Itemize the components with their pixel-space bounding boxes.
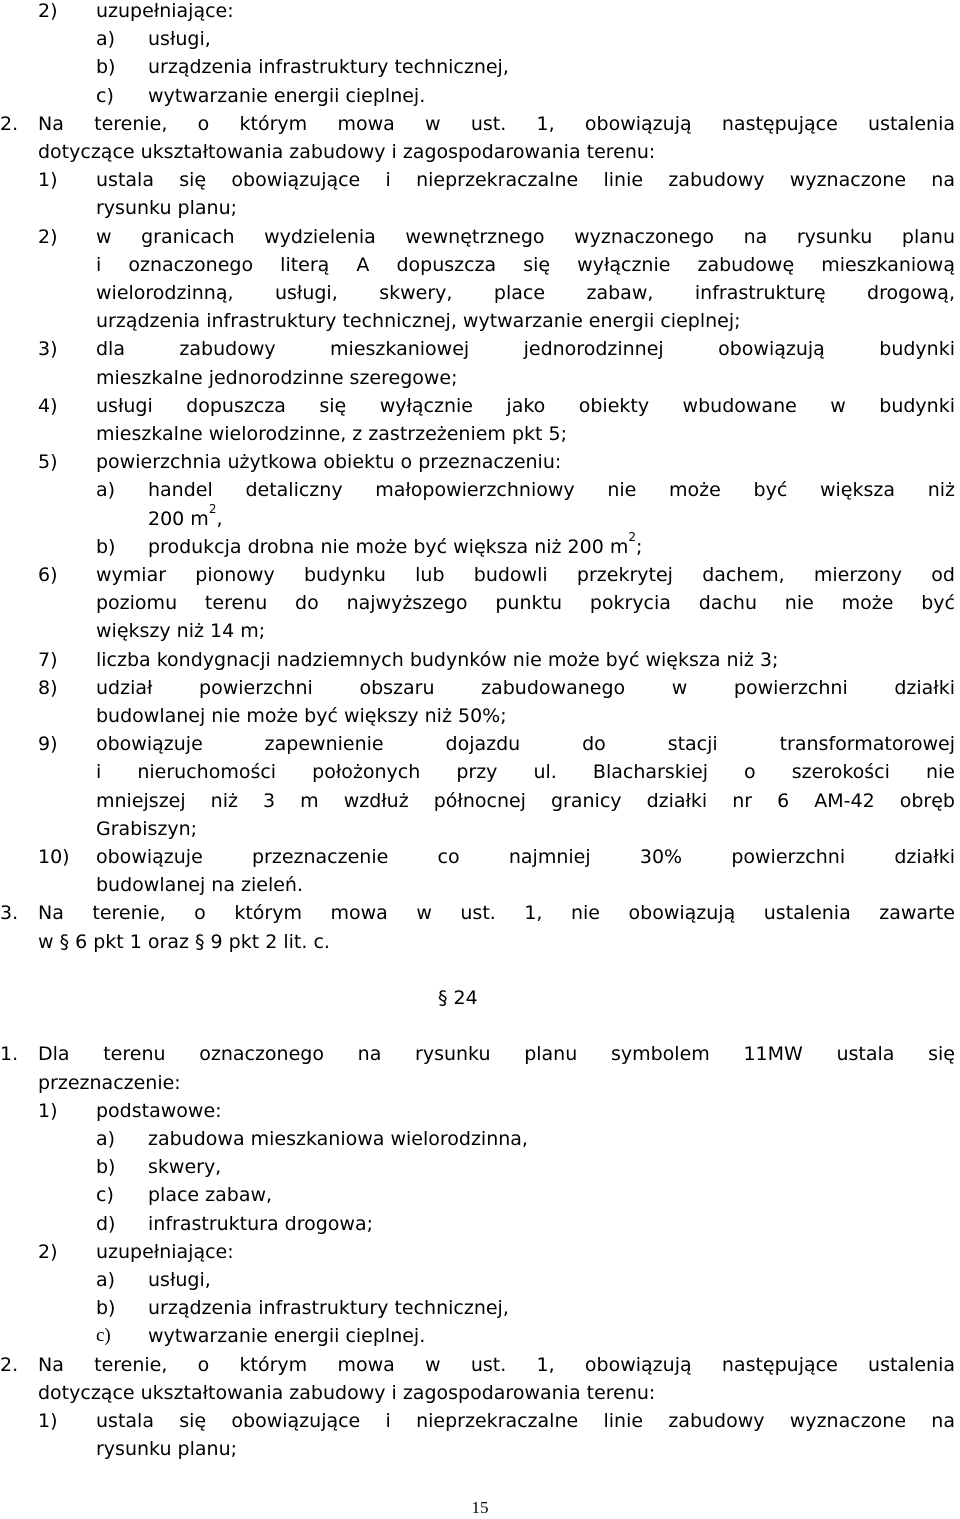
line-text (96, 166, 955, 194)
list-number: a) (96, 1128, 116, 1150)
line-text (96, 448, 561, 476)
line-text (96, 758, 955, 786)
line-text (96, 223, 955, 251)
line-text-content: Na terenie, o którym mowa w ust. 1, obowiązują następujące ustalenia (38, 112, 955, 135)
line-text (96, 279, 955, 307)
line-text-content: skwery, (148, 1156, 222, 1179)
line-text-content: obowiązuje przeznaczenie co najmniej 30% powierzchni działki (96, 846, 955, 868)
line-text (96, 589, 955, 617)
line-text (96, 194, 237, 222)
list-number: b) (96, 56, 116, 79)
line-text-content: w granicach wydzielenia wewnętrznego wyznaczonego na rysunku planu (96, 225, 955, 248)
line-text-content: i oznaczonego literą A dopuszcza się wyłącznie zabudowę mieszkaniową (96, 253, 955, 276)
line-text-content: budowlanej na zieleń. (96, 874, 304, 897)
line-text (96, 307, 741, 335)
line-text-content: liczba kondygnacji nadziemnych budynków nie może być większa niż 3; (96, 648, 779, 671)
superscript: 2 (628, 530, 636, 545)
text-line (0, 984, 960, 1012)
list-number: b) (96, 1156, 116, 1179)
text-line (0, 279, 960, 307)
list-number: 9) (38, 733, 58, 756)
line-text-content: dotyczące ukształtowania zabudowy i zagospodarowania terenu: (38, 141, 656, 163)
text-line (0, 730, 960, 758)
line-text-content: powierzchnia użytkowa obiektu o przeznaczeniu: (96, 451, 562, 474)
text-line (0, 166, 960, 194)
line-text-content: przeznaczenie: (38, 1071, 181, 1094)
text-line (0, 0, 960, 25)
list-number: a) (96, 28, 116, 51)
list-number: 4) (38, 394, 58, 417)
line-text (38, 138, 655, 166)
text-line (0, 1351, 960, 1379)
line-text-content: Na terenie, o którym mowa w ust. 1, nie obowiązują ustalenia zawarte (38, 902, 955, 925)
line-text (96, 646, 778, 674)
line-text-content: usługi, (148, 28, 211, 51)
line-text-content: wymiar pionowy budynku lub budowli przekrytej dachem, mierzony od (96, 564, 955, 586)
text-line (0, 815, 960, 843)
line-text-content: i nieruchomości położonych przy ul. Blacharskiej o szerokości nie (96, 761, 955, 784)
line-text (96, 730, 955, 758)
line-text (38, 928, 330, 956)
list-number: 1) (38, 169, 58, 192)
list-number: 2) (38, 0, 58, 22)
line-text-content: Dla terenu oznaczonego na rysunku planu symbolem 11MW ustala się (38, 1043, 955, 1066)
line-text (96, 617, 265, 645)
line-text-content: handel detaliczny małopowierzchniowy nie może być większa niż (148, 479, 955, 502)
list-number: b) (96, 535, 116, 558)
text-line (0, 223, 960, 251)
list-number: 2) (38, 225, 58, 248)
list-number: 2) (38, 1240, 58, 1263)
list-number: d) (96, 1212, 116, 1235)
line-text (148, 1294, 509, 1322)
line-text-content: mieszkalne jednorodzinne szeregowe; (96, 366, 458, 389)
text-line (0, 476, 960, 504)
text-line (0, 138, 960, 166)
line-text (148, 82, 425, 110)
text-line (0, 1040, 960, 1068)
text-line (0, 448, 960, 476)
list-number: 2. (0, 112, 19, 135)
list-number: c) (96, 1184, 114, 1207)
line-text (148, 476, 955, 504)
list-number: 6) (38, 564, 58, 586)
text-line (0, 1294, 960, 1322)
line-text (148, 1153, 221, 1181)
text-line (0, 1379, 960, 1407)
line-text (148, 530, 643, 561)
line-text (96, 1407, 955, 1435)
line-text-content: dotyczące ukształtowania zabudowy i zagospodarowania terenu: (38, 1381, 656, 1404)
list-number: c) (96, 84, 114, 107)
line-text (96, 1435, 237, 1463)
text-line (0, 1435, 960, 1463)
line-text (96, 251, 955, 279)
line-text (96, 843, 955, 871)
list-number: 1. (0, 1043, 19, 1066)
line-text-content: większy niż 14 m; (96, 620, 266, 643)
line-text (148, 1125, 528, 1153)
text-line (0, 307, 960, 335)
line-text (96, 702, 507, 730)
line-text (96, 871, 303, 899)
superscript: 2 (208, 502, 217, 517)
list-number: 3) (38, 338, 58, 361)
line-text-content: usługi, (148, 1269, 211, 1291)
line-text-content: place zabaw, (148, 1184, 273, 1207)
line-text (148, 1322, 425, 1350)
line-text (96, 335, 955, 363)
line-text (148, 1266, 211, 1294)
text-line (0, 589, 960, 617)
list-number: 2. (0, 1353, 19, 1376)
list-number: a) (96, 479, 116, 502)
line-text (96, 561, 955, 589)
line-text (148, 53, 509, 81)
line-text (38, 1379, 655, 1407)
line-text (96, 420, 567, 448)
line-text-content: ustala się obowiązujące i nieprzekraczalne linie zabudowy wyznaczone na (96, 169, 955, 192)
line-text (96, 787, 955, 815)
text-line (0, 82, 960, 110)
list-number: 3. (0, 902, 19, 925)
page-number: 15 (471, 1498, 489, 1517)
text-line (0, 502, 960, 533)
text-line (0, 1407, 960, 1435)
line-text-content: rysunku planu; (96, 1438, 238, 1461)
line-text (96, 674, 955, 702)
line-text (96, 1238, 234, 1266)
line-text-content: urządzenia infrastruktury technicznej, wytwarzanie energii cieplnej; (96, 310, 741, 333)
line-text (96, 815, 197, 843)
line-text (38, 1351, 955, 1379)
line-text-content: poziomu terenu do najwyższego punktu pokrycia dachu nie może być (96, 592, 955, 615)
list-number: 5) (38, 451, 58, 474)
line-text (96, 1097, 222, 1125)
line-text-content: urządzenia infrastruktury technicznej, (148, 56, 509, 79)
line-text-content: mniejszej niż 3 m wzdłuż północnej granicy działki nr 6 AM-42 obręb (96, 789, 955, 812)
text-line (0, 956, 960, 984)
list-number: 1) (38, 1099, 58, 1122)
line-text-content: uzupełniające: (96, 1240, 234, 1263)
text-line (0, 871, 960, 899)
text-line (0, 674, 960, 702)
trailing-punctuation: ; (635, 535, 643, 558)
line-text (38, 1040, 955, 1068)
text-line (0, 1322, 960, 1350)
text-line (0, 1069, 960, 1097)
text-line (0, 646, 960, 674)
section-title: § 24 (438, 987, 478, 1009)
text-line (0, 1153, 960, 1181)
text-line (0, 1238, 960, 1266)
line-text (96, 364, 458, 392)
text-line (0, 530, 960, 561)
text-line (0, 1097, 960, 1125)
text-line (0, 1012, 960, 1040)
line-text-content: dla zabudowy mieszkaniowej jednorodzinnej obowiązują budynki (96, 338, 955, 361)
text-line (0, 843, 960, 871)
line-text-content: budowlanej nie może być większy niż 50%; (96, 705, 507, 727)
text-line (0, 194, 960, 222)
text-line (0, 561, 960, 589)
text-line (0, 702, 960, 730)
line-text-content: podstawowe: (96, 1099, 222, 1122)
line-text-content: mieszkalne wielorodzinne, z zastrzeżeniem pkt 5; (96, 423, 568, 445)
text-line (0, 758, 960, 786)
line-text-content: obowiązuje zapewnienie dojazdu do stacji transformatorowej (96, 733, 955, 756)
list-number: 1) (38, 1410, 58, 1432)
line-text-content: urządzenia infrastruktury technicznej, (148, 1297, 509, 1320)
line-text-content: w § 6 pkt 1 oraz § 9 pkt 2 lit. c. (38, 930, 330, 953)
line-text-content: ustala się obowiązujące i nieprzekraczalne linie zabudowy wyznaczone na (96, 1410, 955, 1432)
text-line (0, 1266, 960, 1294)
list-number: a) (96, 1269, 116, 1291)
line-text (148, 1181, 272, 1209)
text-line (0, 787, 960, 815)
line-text (148, 502, 223, 533)
text-line (0, 364, 960, 392)
line-text-content: wielorodzinną, usługi, skwery, place zabaw, infrastrukturę drogową, (96, 282, 955, 304)
text-line (0, 53, 960, 81)
text-line (0, 1125, 960, 1153)
line-text-content: usługi dopuszcza się wyłącznie jako obiekty wbudowane w budynki (96, 394, 955, 417)
line-text-content: produkcja drobna nie może być większa niż 200 m (148, 535, 629, 558)
text-line (0, 251, 960, 279)
line-text-content: uzupełniające: (96, 0, 234, 22)
list-number: 7) (38, 648, 58, 671)
line-text-content: udział powierzchni obszaru zabudowanego w powierzchni działki (96, 676, 955, 699)
line-text (148, 1210, 373, 1238)
line-text (38, 899, 955, 927)
list-number: 10) (38, 846, 70, 868)
line-text (96, 392, 955, 420)
list-number: b) (96, 1297, 116, 1320)
list-number: 8) (38, 676, 58, 699)
text-line (0, 617, 960, 645)
text-line (0, 110, 960, 138)
text-line (0, 392, 960, 420)
text-line (0, 25, 960, 53)
text-line (0, 420, 960, 448)
line-text-content: wytwarzanie energii cieplnej. (148, 84, 426, 107)
trailing-punctuation: , (216, 507, 223, 530)
line-text-content: zabudowa mieszkaniowa wielorodzinna, (148, 1128, 528, 1150)
text-line (0, 1210, 960, 1238)
line-text-content: 200 m (148, 507, 209, 530)
list-number: c) (96, 1325, 111, 1347)
text-line (0, 335, 960, 363)
line-text-content: infrastruktura drogowa; (148, 1212, 374, 1235)
line-text-content: Na terenie, o którym mowa w ust. 1, obowiązują następujące ustalenia (38, 1353, 955, 1376)
line-text (148, 25, 211, 53)
line-text-content: Grabiszyn; (96, 817, 198, 840)
line-text (96, 0, 234, 25)
text-line (0, 899, 960, 927)
line-text-content: wytwarzanie energii cieplnej. (148, 1325, 426, 1348)
line-text (38, 110, 955, 138)
line-text-content: rysunku planu; (96, 197, 238, 220)
line-text (38, 1069, 181, 1097)
text-line (0, 1181, 960, 1209)
text-line (0, 928, 960, 956)
